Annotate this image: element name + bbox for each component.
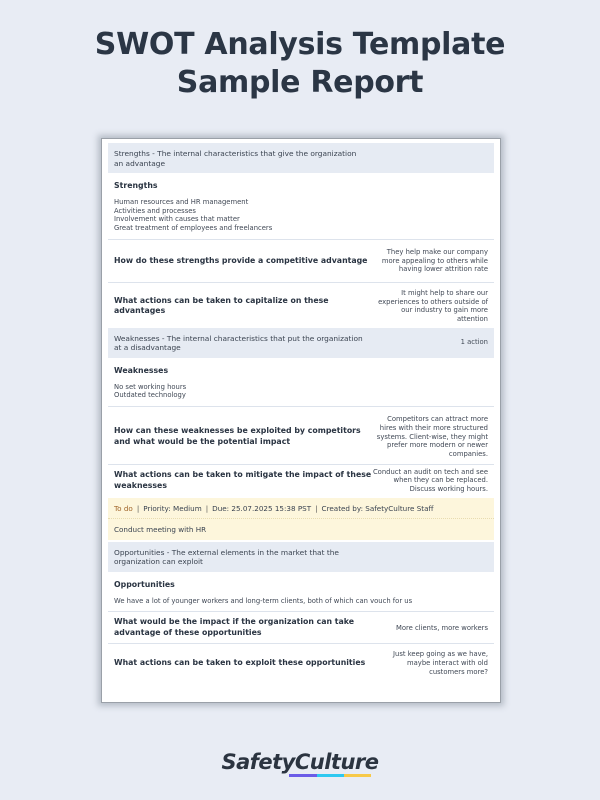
question-text: What actions can be taken to mitigate the impact of these weaknesses — [114, 470, 372, 490]
page-title-line-1: SWOT Analysis Template — [94, 27, 506, 62]
action-item[interactable] — [108, 498, 494, 540]
report-document — [101, 138, 501, 703]
list-heading: Weaknesses — [114, 365, 169, 375]
question-row — [108, 240, 494, 283]
list-heading: Opportunities — [114, 579, 175, 589]
list-item: Activities and processes — [114, 206, 196, 215]
section-header-label: Weaknesses - The internal characteristics that put the organization at a disadvantage — [114, 333, 363, 353]
logo-wordmark: SafetyCulture — [221, 750, 378, 774]
answer-text: More clients, more workers — [395, 623, 488, 632]
action-due-date: Due: 25.07.2025 15:38 PST — [212, 503, 312, 513]
section-header-opportunities[interactable] — [108, 542, 494, 572]
logo-bar-cyan — [317, 774, 344, 777]
list-item: Outdated technology — [114, 391, 186, 400]
list-item: Involvement with causes that matter — [114, 215, 240, 224]
action-title: Conduct meeting with HR — [114, 524, 207, 534]
question-text: What actions can be taken to capitalize on these advantages — [114, 295, 329, 316]
list-item: Great treatment of employees and freelancers — [114, 224, 273, 233]
action-status: To do — [114, 503, 133, 513]
question-row — [108, 644, 494, 680]
section-header-weaknesses[interactable] — [108, 328, 494, 358]
section-header-label: Opportunities - The external elements in the market that the organization can exploit — [114, 547, 339, 567]
action-meta: To do | Priority: Medium | Due: 25.07.2025 15:38 PST | Created by: SafetyCulture Staff — [108, 498, 494, 519]
answer-text: It might help to share our experiences to others outside of our industry to gain more attention — [378, 288, 488, 324]
logo-bar-purple — [289, 774, 316, 777]
list-heading: Strengths — [114, 181, 158, 190]
section-header-label: Strengths - The internal characteristics that give the organization an advantage — [114, 149, 357, 168]
list-item: Human resources and HR management — [114, 198, 249, 206]
list-item: We have a lot of younger workers and long-term clients, both of which can vouch for us — [114, 596, 413, 605]
safetyculture-logo — [0, 750, 600, 774]
answer-text: They help make our company more appealing to others while having lower attrition rate — [381, 247, 488, 274]
section-header-strengths[interactable] — [108, 143, 494, 173]
action-created-by: Created by: SafetyCulture Staff — [321, 503, 434, 513]
answer-text: Competitors can attract more hires with their more structured systems. Client-wise, they might prefer more modern or newer companies. — [376, 415, 488, 458]
question-row — [108, 612, 494, 644]
page-title — [0, 26, 600, 102]
question-row — [108, 407, 494, 465]
weaknesses-list-block — [108, 358, 494, 407]
logo-underline-icon — [289, 774, 371, 777]
answer-text: Just keep going as we have, maybe interact with old customers more? — [393, 650, 488, 676]
question-row — [108, 465, 494, 498]
action-count: 1 action — [460, 338, 488, 347]
logo-bar-yellow — [344, 774, 371, 777]
opportunities-list-block — [108, 572, 494, 613]
question-text: How can these weaknesses be exploited by competitors and what would be the potential impact — [114, 426, 361, 446]
list-item: No set working hours — [114, 382, 187, 391]
question-text: What would be the impact if the organization can take advantage of these opportunities — [114, 617, 355, 637]
question-text: How do these strengths provide a competitive advantage — [114, 255, 368, 265]
strengths-list-block — [108, 173, 494, 240]
action-priority: Priority: Medium — [143, 503, 202, 513]
question-text: What actions can be taken to exploit these opportunities — [114, 658, 366, 668]
answer-text: Conduct an audit on tech and see when they can be replaced. Discuss working hours. — [372, 467, 488, 494]
question-row — [108, 283, 494, 328]
page-title-line-2: Sample Report — [176, 65, 424, 100]
